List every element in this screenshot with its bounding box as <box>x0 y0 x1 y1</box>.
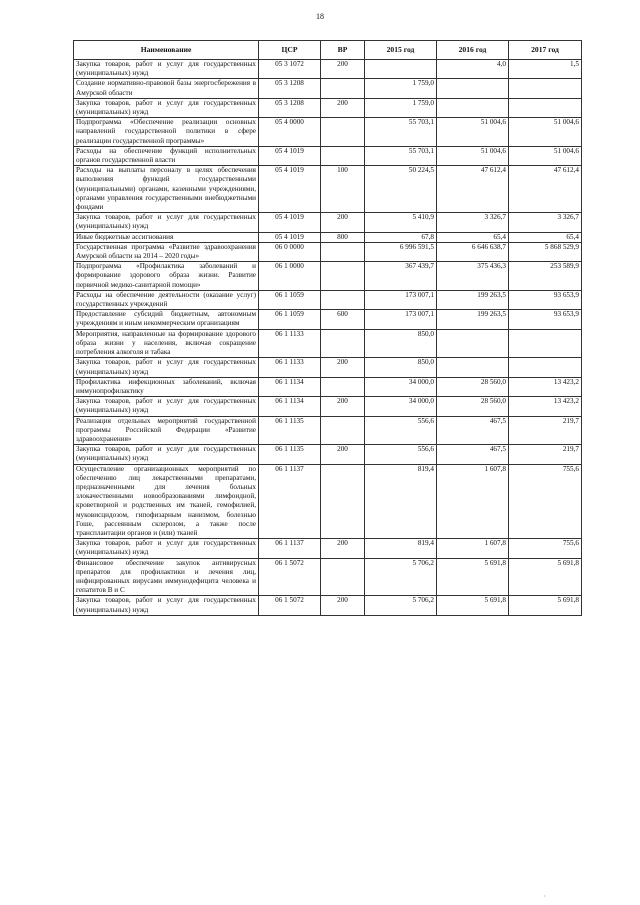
cell-2017: 755,6 <box>509 464 582 539</box>
cell-2017 <box>509 79 582 98</box>
cell-name: Реализация отдельных мероприятий государственной программы Российской Федерации «Развитие здравоохранения» <box>74 416 259 445</box>
cell-name: Создание нормативно-правовой базы энергосбережения в Амурской области <box>74 79 259 98</box>
cell-2017: 5 868 529,9 <box>509 242 582 261</box>
cell-name: Расходы на выплаты персоналу в целях обеспечения выполнения функций государственными (муниципальными) органами, казенными учреждениями, органами управления государственными внебюджетными фондами <box>74 166 259 213</box>
cell-2017: 13 423,2 <box>509 377 582 396</box>
cell-2015: 1 759,0 <box>365 79 437 98</box>
table-row <box>74 310 582 329</box>
cell-2017: 51 004,6 <box>509 146 582 165</box>
cell-2016: 199 263,5 <box>437 310 509 329</box>
cell-2015 <box>365 60 437 79</box>
cell-2015: 850,0 <box>365 358 437 377</box>
cell-name: Закупка товаров, работ и услуг для государственных (муниципальных) нужд <box>74 539 259 558</box>
cell-2016: 6 646 638,7 <box>437 242 509 261</box>
header-csr: ЦСР <box>259 41 321 60</box>
table-row <box>74 358 582 377</box>
cell-name: Закупка товаров, работ и услуг для государственных (муниципальных) нужд <box>74 98 259 117</box>
cell-2017: 93 653,9 <box>509 290 582 309</box>
cell-2017: 51 004,6 <box>509 118 582 147</box>
cell-2017: 219,7 <box>509 416 582 445</box>
table-row <box>74 60 582 79</box>
cell-csr: 06 1 1137 <box>259 539 321 558</box>
header-name: Наименование <box>74 41 259 60</box>
cell-2015: 1 759,0 <box>365 98 437 117</box>
table-row <box>74 445 582 464</box>
cell-name: Закупка товаров, работ и услуг для государственных (муниципальных) нужд <box>74 445 259 464</box>
cell-csr: 05 4 0000 <box>259 118 321 147</box>
cell-2016: 5 691,8 <box>437 558 509 596</box>
cell-2016: 467,5 <box>437 416 509 445</box>
cell-2015: 819,4 <box>365 539 437 558</box>
cell-2017: 3 326,7 <box>509 213 582 232</box>
cell-2017: 755,6 <box>509 539 582 558</box>
cell-2015: 6 996 591,5 <box>365 242 437 261</box>
cell-2015: 850,0 <box>365 329 437 358</box>
cell-2015: 173 007,1 <box>365 310 437 329</box>
cell-vr: 800 <box>321 232 365 242</box>
table-row <box>74 118 582 147</box>
cell-csr: 05 3 1208 <box>259 79 321 98</box>
cell-2017: 13 423,2 <box>509 397 582 416</box>
cell-2015: 173 007,1 <box>365 290 437 309</box>
cell-vr <box>321 290 365 309</box>
cell-csr: 06 1 1135 <box>259 445 321 464</box>
cell-vr <box>321 558 365 596</box>
cell-csr: 06 1 1133 <box>259 329 321 358</box>
cell-csr: 06 0 0000 <box>259 242 321 261</box>
cell-csr: 05 3 1072 <box>259 60 321 79</box>
cell-2016 <box>437 79 509 98</box>
cell-2016: 47 612,4 <box>437 166 509 213</box>
table-row <box>74 416 582 445</box>
cell-csr: 06 1 1135 <box>259 416 321 445</box>
table-row <box>74 329 582 358</box>
cell-csr: 06 1 0000 <box>259 262 321 291</box>
table-row <box>74 98 582 117</box>
table-row <box>74 290 582 309</box>
table-header-row <box>74 41 582 60</box>
cell-name: Профилактика инфекционных заболеваний, включая иммунопрофилактику <box>74 377 259 396</box>
cell-2016: 1 607,8 <box>437 539 509 558</box>
cell-2017 <box>509 98 582 117</box>
scan-speck: · <box>543 892 546 901</box>
table-row <box>74 213 582 232</box>
cell-vr <box>321 329 365 358</box>
header-2016: 2016 год <box>437 41 509 60</box>
cell-2016: 51 004,6 <box>437 118 509 147</box>
cell-2016: 375 436,3 <box>437 262 509 291</box>
cell-2015: 5 706,2 <box>365 558 437 596</box>
cell-2015: 819,4 <box>365 464 437 539</box>
cell-2017: 219,7 <box>509 445 582 464</box>
cell-vr <box>321 242 365 261</box>
cell-2016: 5 691,8 <box>437 596 509 615</box>
cell-2015: 50 224,5 <box>365 166 437 213</box>
cell-vr: 200 <box>321 358 365 377</box>
cell-csr: 06 1 1137 <box>259 464 321 539</box>
cell-2016: 65,4 <box>437 232 509 242</box>
cell-2016: 28 560,0 <box>437 397 509 416</box>
cell-name: Подпрограмма «Профилактика заболеваний и формирование здорового образа жизни. Развитие первичной медико-санитарной помощи» <box>74 262 259 291</box>
cell-vr: 200 <box>321 213 365 232</box>
cell-2017: 5 691,8 <box>509 558 582 596</box>
cell-2015: 556,6 <box>365 416 437 445</box>
cell-name: Мероприятия, направленные на формирование здорового образа жизни у населения, включая сокращение потребления алкоголя и табака <box>74 329 259 358</box>
table-row <box>74 166 582 213</box>
cell-csr: 06 1 5072 <box>259 596 321 615</box>
cell-vr: 600 <box>321 310 365 329</box>
cell-vr <box>321 146 365 165</box>
cell-2016: 51 004,6 <box>437 146 509 165</box>
cell-vr <box>321 262 365 291</box>
cell-name: Расходы на обеспечение функций исполнительных органов государственной власти <box>74 146 259 165</box>
cell-2015: 556,6 <box>365 445 437 464</box>
cell-2016: 4,0 <box>437 60 509 79</box>
cell-2016 <box>437 329 509 358</box>
table-row <box>74 242 582 261</box>
table-row <box>74 262 582 291</box>
cell-csr: 06 1 1134 <box>259 377 321 396</box>
cell-2017: 65,4 <box>509 232 582 242</box>
cell-csr: 05 4 1019 <box>259 213 321 232</box>
table-row <box>74 397 582 416</box>
cell-csr: 05 4 1019 <box>259 146 321 165</box>
cell-vr: 200 <box>321 60 365 79</box>
cell-name: Иные бюджетные ассигнования <box>74 232 259 242</box>
cell-vr: 200 <box>321 596 365 615</box>
cell-name: Государственная программа «Развитие здравоохранения Амурской области на 2014 – 2020 годы» <box>74 242 259 261</box>
table-row <box>74 232 582 242</box>
cell-2017: 5 691,8 <box>509 596 582 615</box>
budget-table <box>73 40 582 616</box>
page-number: 18 <box>316 12 324 21</box>
cell-2016: 467,5 <box>437 445 509 464</box>
cell-2016: 28 560,0 <box>437 377 509 396</box>
table-row <box>74 596 582 615</box>
table-row <box>74 146 582 165</box>
cell-name: Расходы на обеспечение деятельности (оказание услуг) государственных учреждений <box>74 290 259 309</box>
cell-vr: 200 <box>321 445 365 464</box>
cell-2015: 5 706,2 <box>365 596 437 615</box>
cell-name: Предоставление субсидий бюджетным, автономным учреждениям и иным некоммерческим организациям <box>74 310 259 329</box>
cell-name: Закупка товаров, работ и услуг для государственных (муниципальных) нужд <box>74 358 259 377</box>
cell-2016: 3 326,7 <box>437 213 509 232</box>
cell-2017: 47 612,4 <box>509 166 582 213</box>
cell-vr: 200 <box>321 98 365 117</box>
cell-2017: 1,5 <box>509 60 582 79</box>
cell-vr: 200 <box>321 397 365 416</box>
cell-name: Закупка товаров, работ и услуг для государственных (муниципальных) нужд <box>74 596 259 615</box>
cell-csr: 06 1 1133 <box>259 358 321 377</box>
cell-vr <box>321 464 365 539</box>
table-row <box>74 558 582 596</box>
cell-2016: 1 607,8 <box>437 464 509 539</box>
cell-name: Закупка товаров, работ и услуг для государственных (муниципальных) нужд <box>74 60 259 79</box>
table-row <box>74 79 582 98</box>
cell-vr: 200 <box>321 539 365 558</box>
cell-name: Закупка товаров, работ и услуг для государственных (муниципальных) нужд <box>74 213 259 232</box>
table-row <box>74 464 582 539</box>
cell-csr: 06 1 1134 <box>259 397 321 416</box>
cell-csr: 06 1 1059 <box>259 290 321 309</box>
cell-2017 <box>509 329 582 358</box>
cell-vr: 100 <box>321 166 365 213</box>
cell-2015: 367 439,7 <box>365 262 437 291</box>
cell-2015: 67,8 <box>365 232 437 242</box>
cell-name: Подпрограмма «Обеспечение реализации основных направлений государственной политики в сфере реализации государственной программы» <box>74 118 259 147</box>
cell-csr: 06 1 5072 <box>259 558 321 596</box>
cell-2017: 253 589,9 <box>509 262 582 291</box>
cell-2016 <box>437 98 509 117</box>
header-2015: 2015 год <box>365 41 437 60</box>
cell-vr <box>321 79 365 98</box>
cell-2015: 34 000,0 <box>365 397 437 416</box>
cell-2016: 199 263,5 <box>437 290 509 309</box>
cell-2015: 5 410,9 <box>365 213 437 232</box>
cell-2015: 34 000,0 <box>365 377 437 396</box>
cell-name: Закупка товаров, работ и услуг для государственных (муниципальных) нужд <box>74 397 259 416</box>
table-body <box>74 60 582 616</box>
cell-csr: 05 4 1019 <box>259 166 321 213</box>
header-vr: ВР <box>321 41 365 60</box>
cell-csr: 05 3 1208 <box>259 98 321 117</box>
cell-vr <box>321 416 365 445</box>
cell-2015: 55 703,1 <box>365 146 437 165</box>
table-row <box>74 377 582 396</box>
cell-2017: 93 653,9 <box>509 310 582 329</box>
cell-2016 <box>437 358 509 377</box>
cell-csr: 06 1 1059 <box>259 310 321 329</box>
cell-2017 <box>509 358 582 377</box>
cell-csr: 05 4 1019 <box>259 232 321 242</box>
cell-vr <box>321 118 365 147</box>
cell-vr <box>321 377 365 396</box>
cell-2015: 55 703,1 <box>365 118 437 147</box>
cell-name: Осуществление организационных мероприятий по обеспечению лиц лекарственными препаратами, предназначенными для лечения больных злокачественными новообразованиями лимфоидной, кроветворной и родственных им тканей, гемофилией, муковисцидозом, гипофизарным нанизмом, болезнью Гоше, рассеянным склерозом, а также после трансплантации органов и (или) тканей <box>74 464 259 539</box>
table-row <box>74 539 582 558</box>
cell-name: Финансовое обеспечение закупок антивирусных препаратов для профилактики и лечения лиц, инфицированных вирусами иммунодефицита человека и гепатитов B и C <box>74 558 259 596</box>
header-2017: 2017 год <box>509 41 582 60</box>
